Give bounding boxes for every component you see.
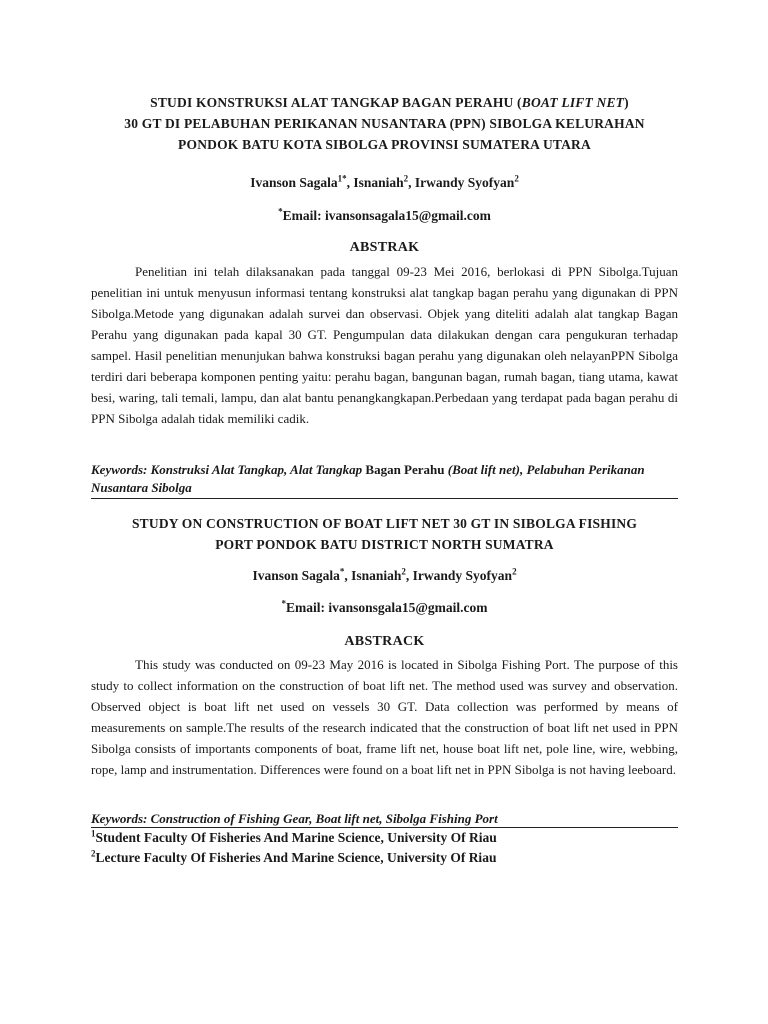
footnote-1: $^1$Student Faculty Of Fisheries And Marine Science, University Of Riau <box>91 828 497 845</box>
authors-en: Ivanson Sagala*, Isnaniah$^2$, Irwandy Syofyan$^2$ <box>252 566 517 583</box>
author-name: Irwandy Syofyan <box>412 568 513 583</box>
email-en: *Email: ivansonsgala15@gmail.com <box>281 598 488 615</box>
footnotes <box>91 828 678 868</box>
title-id-line2: 30 GT DI PELABUHAN PERIKANAN NUSANTARA (PPN) SIBOLGA KELURAHAN <box>124 116 645 131</box>
author-name: Isnaniah <box>351 568 402 583</box>
author-name: Ivanson Sagala <box>252 568 340 583</box>
title-en-line1: STUDY ON CONSTRUCTION OF BOAT LIFT NET 30 GT IN SIBOLGA FISHING <box>131 516 638 531</box>
keywords-id: Keywords: Konstruksi Alat Tangkap, Alat Tangkap Bagan Perahu (Boat lift net), Pelabuhan Perikanan Nusantara Sibolga <box>91 462 645 495</box>
abstract-text-id: Penelitian ini telah dilaksanakan pada tanggal 09-23 Mei 2016, berlokasi di PPN Sibolga.Tujuan penelitian ini untuk menyusun informasi tentang konstruksi alat tangkap bagan perahu yang digunakan di PPN Sibolga.Metode yang digunakan adalah survei dan observasi. Objek yang diteliti adalah alat tangkap Bagan Perahu yang digunakan pada kapal 30 GT. Pengumpulan data dilakukan dengan cara pengukuran terhadap sampel. Hasil penelitian menunjukan bahwa konstruksi bagan perahu yang digunakan oleh nelayanPPN Sibolga terdiri dari beberapa komponen penting yaitu: perahu bagan, bangunan bagan, rumah bagan, tiang utama, kawat besi, waring, tali temali, lampu, dan alat bantu penangkangkapan.Perbedaan yang terdapat pada bagan perahu di PPN Sibolga adalah tidak memiliki cadik. <box>91 264 678 426</box>
authors-id: Ivanson Sagala$^{1*}$, Isnaniah$^2$, Irwandy Syofyan$^2$ <box>250 173 519 190</box>
title-en-line2: PORT PONDOK BATU DISTRICT NORTH SUMATRA <box>215 537 554 552</box>
title-id-line3: PONDOK BATU KOTA SIBOLGA PROVINSI SUMATERA UTARA <box>178 137 591 152</box>
title-italic-term: BOAT LIFT NET <box>521 95 625 110</box>
abstract-text-en: This study was conducted on 09-23 May 2016 is located in Sibolga Fishing Port. The purpose of this study to collect information on the construction of boat lift net. The method used was survey and observation. Observed object is boat lift net used on vessels 30 GT. Data collection was performed by means of measurements on sample.The results of the research indicated that the construction of boat lift net used in PPN Sibolga consists of importants components of boat, frame lift net, house boat lift net, pole line, wire, webbing, rope, lamp and instrumentation. Differences were found on a boat lift net in PPN Sibolga is not having leeboard. <box>91 657 678 777</box>
paper-title-id <box>91 92 678 155</box>
author-name: Irwandy Syofyan <box>414 175 515 190</box>
abstract-heading-id: ABSTRAK <box>349 240 420 255</box>
footnote-2: $^2$Lecture Faculty Of Fisheries And Marine Science, University Of Riau <box>91 848 497 865</box>
keywords-en: Keywords: Construction of Fishing Gear, Boat lift net, Sibolga Fishing Port <box>91 811 498 826</box>
title-id-line1: STUDI KONSTRUKSI ALAT TANGKAP BAGAN PERAHU (BOAT LIFT NET) <box>150 95 629 110</box>
author-name: Ivanson Sagala <box>250 175 338 190</box>
email-id: *Email: ivansonsagala15@gmail.com <box>278 206 491 223</box>
abstract-heading-en: ABSTRACK <box>344 634 425 649</box>
section-divider <box>91 498 678 499</box>
author-name: Isnaniah <box>353 175 404 190</box>
paper-title-en <box>91 513 678 555</box>
